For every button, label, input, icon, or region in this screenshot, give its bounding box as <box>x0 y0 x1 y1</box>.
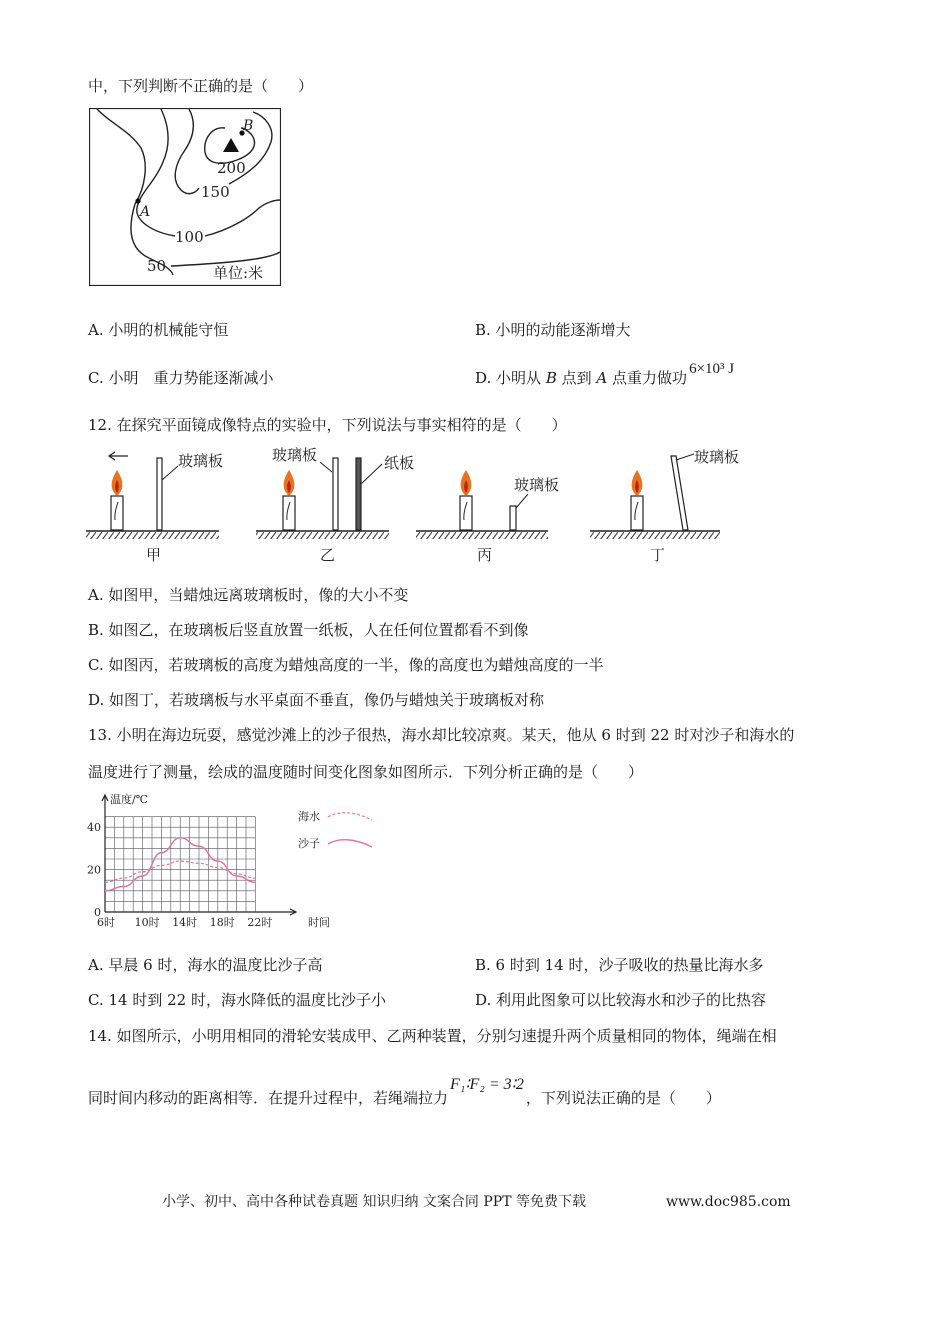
q13-option-b: B. 6 时到 14 时，沙子吸收的热量比海水多 <box>475 956 764 974</box>
peak-triangle-icon <box>223 138 239 152</box>
mirror-experiment-figures <box>84 444 784 572</box>
footer-text: 小学、初中、高中各种试卷真题 知识归纳 文案合同 PPT 等免费下载 <box>162 1194 586 1210</box>
q13-stem-line2: 温度进行了测量，绘成的温度随时间变化图象如图所示．下列分析正确的是（ ） <box>88 763 644 781</box>
q12-stem: 12. 在探究平面镜成像特点的实验中，下列说法与事实相符的是（ ） <box>88 416 567 434</box>
figure-bing <box>416 470 559 564</box>
figure-jia <box>86 452 223 564</box>
chart-legend <box>298 809 372 850</box>
contour-map <box>89 108 281 286</box>
contour-label-100: 100 <box>175 228 204 246</box>
legend-swatch-seawater <box>328 813 372 820</box>
y-tick-label: 40 <box>87 821 101 835</box>
work-value-math: 6×10³ J <box>689 361 735 377</box>
candle-icon <box>460 496 472 530</box>
y-tick-label: 0 <box>94 906 101 919</box>
candle-icon <box>283 496 295 530</box>
point-a-marker <box>135 198 140 203</box>
q14-stem-line2: 同时间内移动的距离相等．在提升过程中，若绳端拉力F₁∶F₂ = 3∶2，下列说法正确的是（ ） <box>88 1076 721 1107</box>
figure-yi <box>256 446 414 564</box>
q12-option-a: A. 如图甲，当蜡烛远离玻璃板时，像的大小不变 <box>88 586 409 604</box>
x-tick-label: 10时 <box>134 916 160 929</box>
q11-stem-tail: 中，下列判断不正确的是（ ） <box>88 77 314 95</box>
q14-stem-line1: 14. 如图所示，小明用相同的滑轮安装成甲、乙两种装置，分别匀速提升两个质量相同的物体，绳端在相 <box>88 1027 777 1045</box>
short-glass-plate-icon <box>510 506 516 530</box>
bing-caption: 丙 <box>477 546 493 564</box>
tilted-glass-plate-icon <box>671 456 688 530</box>
legend-label-sand: 沙子 <box>298 837 320 850</box>
x-tick-label: 18时 <box>209 916 235 929</box>
q13-stem-line1: 13. 小明在海边玩耍，感觉沙滩上的沙子很热，海水却比较凉爽。某天，他从 6 时到 22 时对沙子和海水的 <box>88 726 795 744</box>
q13-option-a: A. 早晨 6 时，海水的温度比沙子高 <box>88 956 323 974</box>
jia-caption: 甲 <box>146 546 162 564</box>
glass-plate-icon <box>157 458 162 530</box>
chart-grid <box>105 817 255 912</box>
legend-swatch-sand <box>328 840 372 847</box>
label-b: B <box>243 118 254 134</box>
contour-label-50: 50 <box>147 257 167 275</box>
q11-option-a: A. 小明的机械能守恒 <box>88 321 229 339</box>
map-unit-label: 单位:米 <box>213 264 264 282</box>
bing-glass-label: 玻璃板 <box>514 476 560 494</box>
jia-glass-label: 玻璃板 <box>178 452 224 470</box>
yi-board-label: 纸板 <box>384 454 415 472</box>
q12-option-c: C. 如图丙，若玻璃板的高度为蜡烛高度的一半，像的高度也为蜡烛高度的一半 <box>88 656 604 674</box>
x-axis-label: 时间 <box>308 916 330 929</box>
q11-option-d: D. 小明从 B 点到 A 点重力做功 6×10³ J <box>475 361 735 387</box>
x-tick-label: 14时 <box>172 916 198 929</box>
label-a: A <box>140 204 151 220</box>
y-axis-label: 温度/℃ <box>110 793 149 806</box>
q11-option-c: C. 小明 重力势能逐渐减小 <box>88 369 274 387</box>
q11-option-b: B. 小明的动能逐渐增大 <box>475 321 631 339</box>
y-tick-label: 20 <box>87 863 101 877</box>
temperature-chart <box>84 790 384 932</box>
paper-board-icon <box>356 458 361 530</box>
q13-option-d: D. 利用此图象可以比较海水和沙子的比热容 <box>475 991 767 1009</box>
candle-icon <box>631 496 643 530</box>
q12-option-d: D. 如图丁，若玻璃板与水平桌面不垂直，像仍与蜡烛关于玻璃板对称 <box>88 691 545 709</box>
q12-option-b: B. 如图乙，在玻璃板后竖直放置一纸板，人在任何位置都看不到像 <box>88 621 529 639</box>
glass-plate-icon <box>333 458 338 530</box>
figure-ding <box>590 448 739 564</box>
legend-label-seawater: 海水 <box>298 810 320 823</box>
yi-caption: 乙 <box>320 546 336 564</box>
x-tick-label: 22时 <box>247 916 273 929</box>
contour-label-200: 200 <box>217 159 246 177</box>
contour-label-150: 150 <box>201 183 230 201</box>
footer-url[interactable]: www.doc985.com <box>666 1194 791 1210</box>
candle-icon <box>111 496 123 530</box>
ding-glass-label: 玻璃板 <box>694 448 740 466</box>
yi-glass-label: 玻璃板 <box>272 446 318 464</box>
force-ratio-math: F₁∶F₂ = 3∶2 <box>450 1076 524 1093</box>
ding-caption: 丁 <box>650 546 666 564</box>
x-tick-label: 6时 <box>97 916 115 929</box>
q13-option-c: C. 14 时到 22 时，海水降低的温度比沙子小 <box>88 991 386 1009</box>
